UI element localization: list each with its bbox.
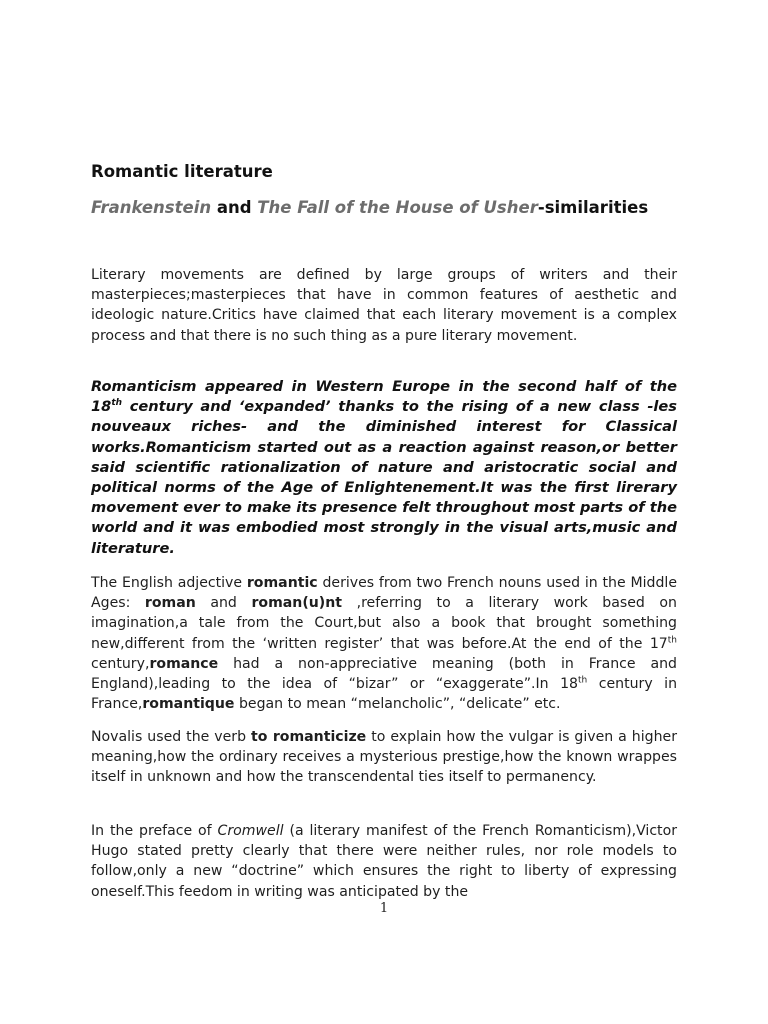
term-romantique: romantique: [142, 696, 235, 713]
subtitle-joiner: and: [211, 198, 258, 217]
document-title: Romantic literature: [91, 162, 273, 181]
document-subtitle: [91, 196, 691, 220]
paragraph-novalis: Novalis used the verb to romanticize to explain how the vulgar is given a higher meaning,how the ordinary receives a mysterious prestige,how the known wrappes itself in unknown and how the transcendental ties itself to permanency.: [91, 729, 677, 786]
term-romance: romance: [149, 655, 219, 672]
paragraph-romanticism-origins: Romanticism appeared in Western Europe in the second half of the 18th century and ‘expanded’ thanks to the rising of a new class -les nouveaux riches- and the diminished interest for Classical works.Romanticism started out as a reaction against reason,or better said scientific rationalization of nature and aristocratic social and political norms of the Age of Enlightenement.It was the first lirerary movement ever to make its presence felt throughout most parts of the world and it was embodied most strongly in the visual arts,music and literature.: [91, 378, 677, 557]
term-roman: roman: [144, 595, 196, 612]
paragraph-literary-movements: Literary movements are defined by large groups of writers and their masterpieces;masterpieces that have in common features of aesthetic and ideologic nature.Critics have claimed that each literary movement is a complex process and that there is no such thing as a pure literary movement.: [91, 267, 677, 344]
work-title-cromwell: Cromwell: [217, 823, 284, 839]
work-title-frankenstein: Frankenstein: [91, 198, 212, 217]
term-romaunt: roman(u)nt: [251, 595, 343, 612]
work-title-usher: The Fall of the House of Usher: [257, 198, 538, 217]
subtitle-suffix: -similarities: [537, 198, 649, 217]
paragraph-victor-hugo: In the preface of Cromwell (a literary manifest of the French Romanticism),Victor Hugo stated pretty clearly that there were neither rules, nor role models to follow,only a new “doctrine” which ensures the right to liberty of expressing oneself.This feedom in writing was anticipated by the: [91, 823, 678, 900]
page-number: 1: [379, 901, 389, 916]
term-romantic: romantic: [246, 575, 318, 591]
paragraph-etymology: The English adjective romantic derives from two French nouns used in the Middle Ages: roman and roman(u)nt ,referring to a literary work based on imagination,a tale from the Court,but also a book that brought something new,different from the ‘written register’ that was before.At the end of the 17th century,romance had a non-appreciative meaning (both in France and England),leading to the idea of “bizar” or “exaggerate”.In 18th century in France,romantique began to mean “melancholic”, “delicate” etc.: [91, 575, 677, 713]
term-to-romanticize: to romanticize: [251, 729, 367, 745]
